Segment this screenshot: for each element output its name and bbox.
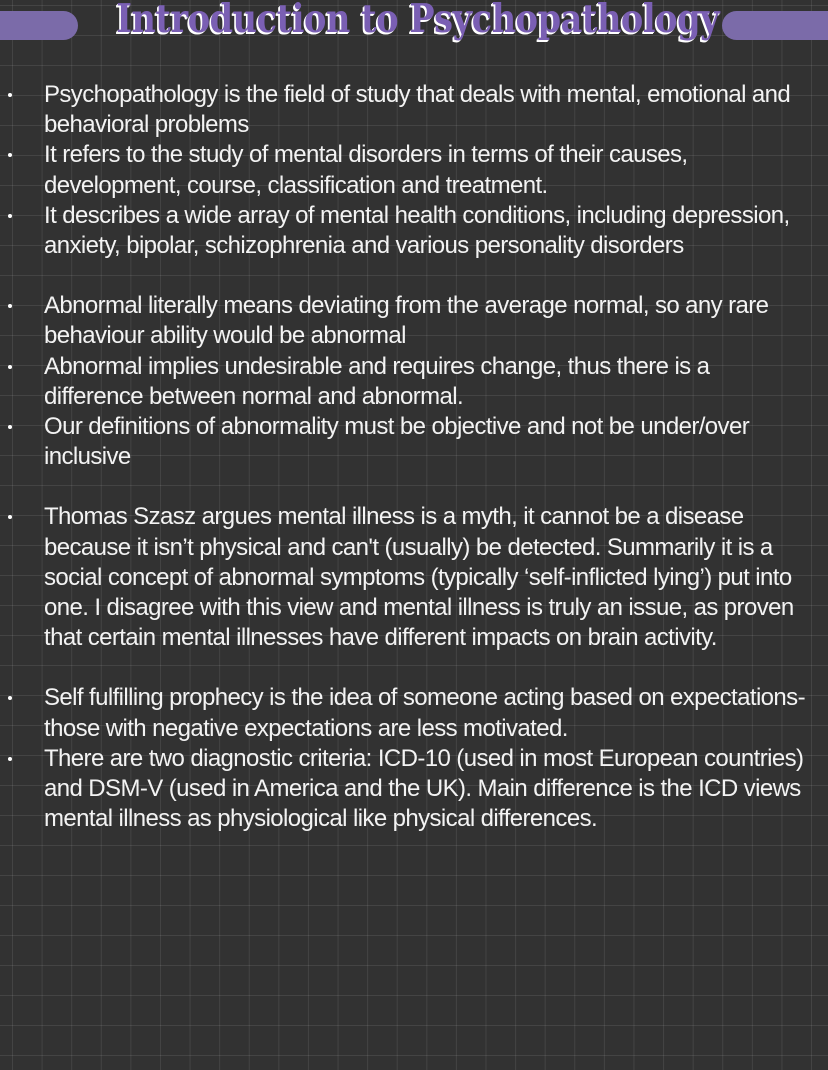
list-item [0,744,828,835]
list-item-text: Thomas Szasz argues mental illness is a myth, it cannot be a disease because it isn’t physical and can't (usually) be detected. Summarily it is a social concept of abnormal symptoms (typically ‘self-inflicted lying’) put into one. I disagree with this view and mental illness is truly an issue, as proven that certain mental illnesses have different impacts on brain activity. [44,503,794,652]
bullet-group-definition [0,80,828,261]
title-accent-bar-left [0,11,78,40]
bullet-dot-icon [8,515,12,519]
list-item [0,291,828,351]
list-item-text: Psychopathology is the field of study that deals with mental, emotional and behavioral problems [44,81,791,139]
bullet-dot-icon [8,696,12,700]
list-item [0,502,828,653]
bullet-group-szasz [0,502,828,653]
list-item [0,80,828,140]
list-item [0,412,828,472]
title-banner [0,0,828,52]
bullet-dot-icon [8,757,12,761]
bullet-dot-icon [8,365,12,369]
list-item [0,352,828,412]
list-item-text: Abnormal implies undesirable and requires change, thus there is a difference between normal and abnormal. [44,352,710,410]
list-item [0,140,828,200]
list-item [0,201,828,261]
bullet-dot-icon [8,153,12,157]
list-item-text: Abnormal literally means deviating from the average normal, so any rare behaviour ability would be abnormal [44,292,769,350]
bullet-group-abnormality [0,291,828,472]
bullet-dot-icon [8,93,12,97]
list-item-text: It describes a wide array of mental health conditions, including depression, anxiety, bipolar, schizophrenia and various personality disorders [44,201,790,260]
bullet-dot-icon [8,304,12,308]
list-item [0,683,828,743]
bullet-group-diagnosis [0,683,828,834]
bullet-dot-icon [8,425,12,429]
list-item-text: There are two diagnostic criteria: ICD-10 (used in most European countries) and DSM-V (used in America and the UK). Main difference is the ICD views mental illness as physiological like physical differences. [44,744,804,833]
list-item-text: Self fulfilling prophecy is the idea of someone acting based on expectations- those with negative expectations are less motivated. [44,684,805,742]
bullet-dot-icon [8,214,12,218]
page-title: Introduction to Psychopathology [116,0,720,42]
title-accent-bar-right [722,11,828,40]
notes-body [0,80,828,834]
list-item-text: It refers to the study of mental disorders in terms of their causes, development, course, classification and treatment. [44,141,688,199]
list-item-text: Our definitions of abnormality must be objective and not be under/over inclusive [44,413,750,471]
